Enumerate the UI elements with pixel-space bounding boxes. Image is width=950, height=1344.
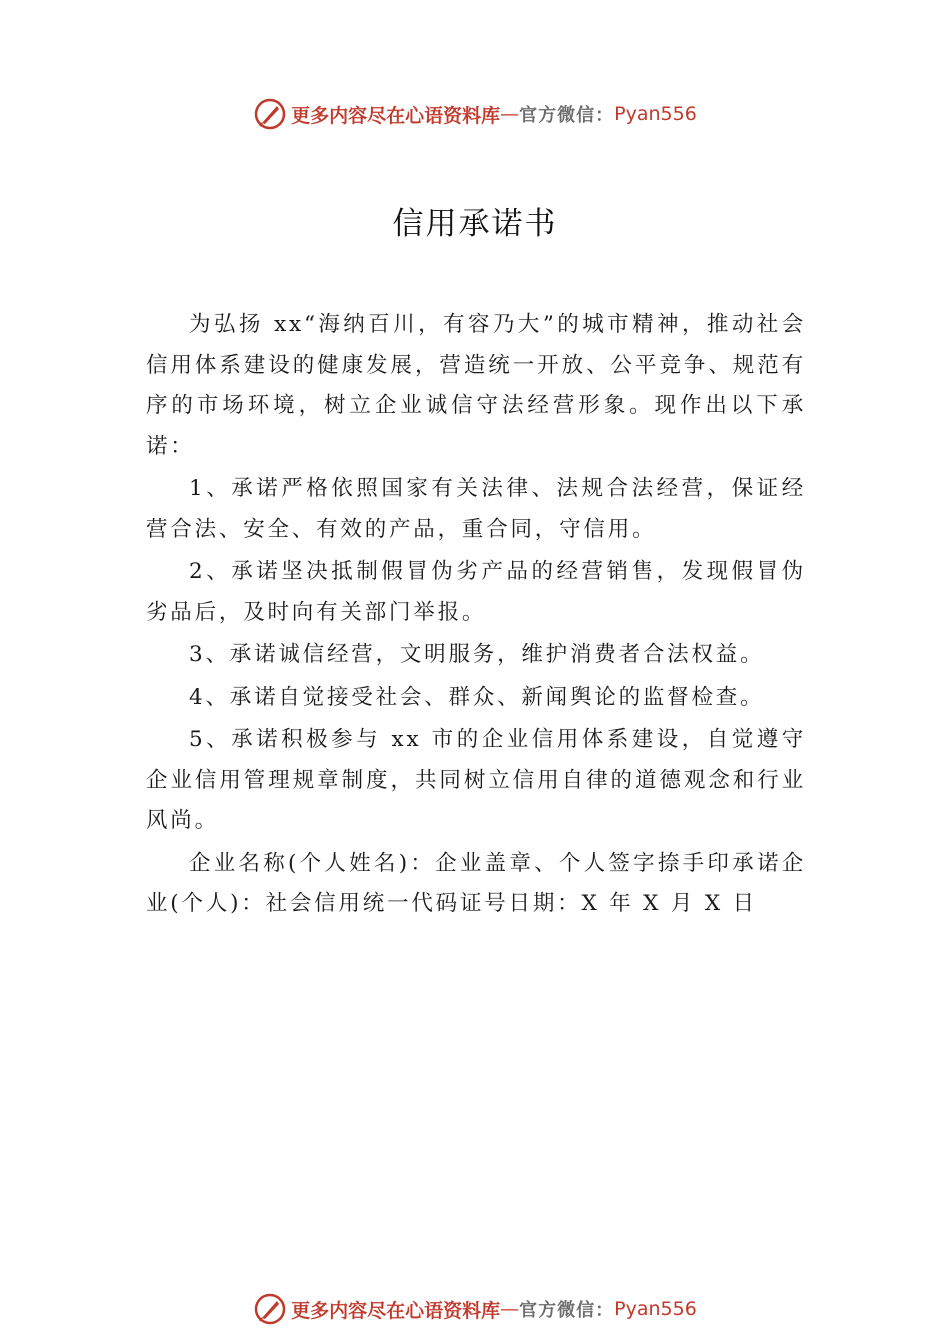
promise-item-2: 2、承诺坚决抵制假冒伪劣产品的经营销售，发现假冒伪劣品后，及时向有关部门举报。 xyxy=(146,559,806,625)
banner-wechat-id: Pyan556 xyxy=(614,103,697,125)
header-banner xyxy=(0,94,950,134)
promise-item-1: 1、承诺严格依照国家有关法律、法规合法经营，保证经营合法、安全、有效的产品，重合同，守信用。 xyxy=(146,476,806,542)
banner-wechat-id: Pyan556 xyxy=(614,1298,697,1320)
intro-paragraph: 为弘扬 xx“海纳百川，有容乃大”的城市精神，推动社会信用体系建设的健康发展，营造统一开放、公平竞争、规范有序的市场环境，树立企业诚信守法经营形象。现作出以下承诺： xyxy=(146,312,806,459)
banner-middle-text: 官方微信： xyxy=(519,105,615,126)
banner-separator: — xyxy=(500,1298,520,1320)
banner-main-text: 更多内容尽在心语资料库 xyxy=(291,1299,501,1322)
banner-separator: — xyxy=(500,103,520,125)
promise-item-3: 3、承诺诚信经营，文明服务，维护消费者合法权益。 xyxy=(189,642,765,667)
banner-middle-text: 官方微信： xyxy=(519,1300,615,1321)
document-title: 信用承诺书 xyxy=(392,206,558,242)
promise-item-4: 4、承诺自觉接受社会、群众、新闻舆论的监督检查。 xyxy=(189,684,765,710)
quill-logo-icon xyxy=(253,1292,287,1326)
document-body xyxy=(146,305,806,925)
signature-paragraph: 企业名称(个人姓名)：企业盖章、个人签字捺手印承诺企业(个人)：社会信用统一代码证号日期：X 年 X 月 X 日 xyxy=(146,850,806,916)
promise-item-5: 5、承诺积极参与 xx 市的企业信用体系建设，自觉遵守企业信用管理规章制度，共同树立信用自律的道德观念和行业风尚。 xyxy=(146,727,806,833)
banner-main-text: 更多内容尽在心语资料库 xyxy=(291,104,501,127)
footer-banner xyxy=(0,1289,950,1329)
quill-logo-icon xyxy=(253,97,287,131)
